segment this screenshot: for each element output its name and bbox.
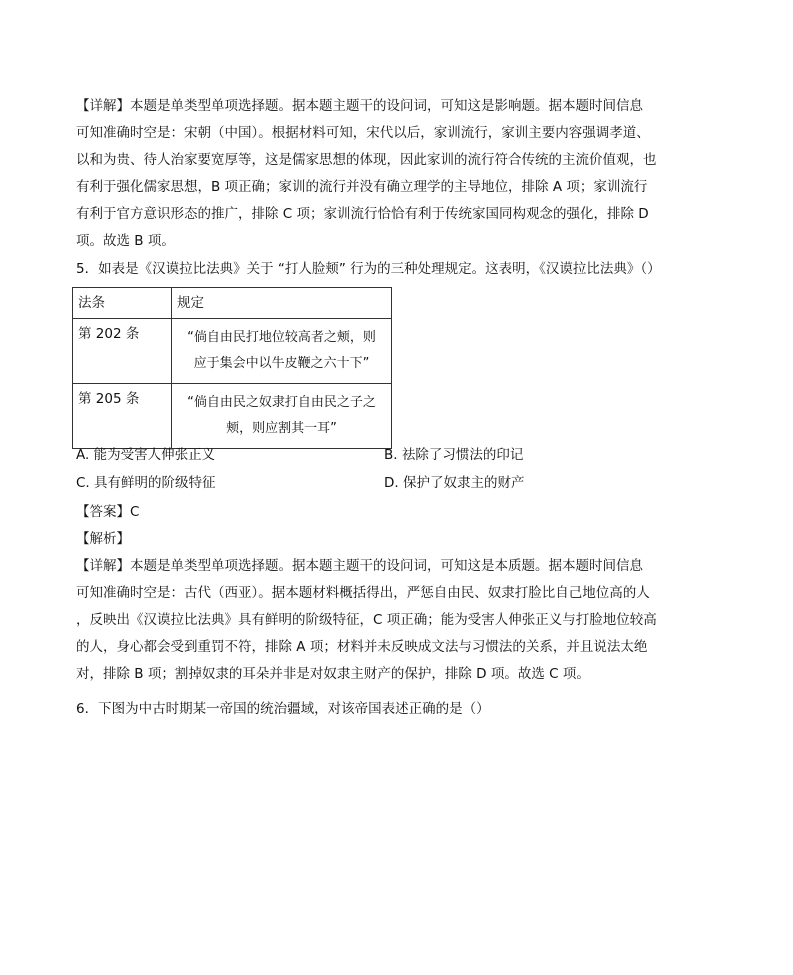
detail1-line-5: 有利于官方意识形态的推广，排除 C 项；家训流行恰恰有利于传统家国同构观念的强化，排除 D — [76, 206, 649, 222]
detail1-line-2: 可知准确时空是：宋朝（中国）。根据材料可知，宋代以后，家训流行，家训主要内容强调孝道、 — [76, 125, 650, 141]
option-b: B. 祛除了习惯法的印记 — [384, 447, 524, 463]
answer-label: 【答案】C — [76, 504, 140, 520]
option-c: C. 具有鲜明的阶级特征 — [76, 475, 216, 491]
header-rule: 规定 — [172, 288, 392, 319]
table-row — [73, 319, 392, 384]
detail1-line-6: 项。故选 B 项。 — [76, 233, 175, 249]
detail2-line-1: 【详解】本题是单类型单项选择题。据本题主题干的设问词，可知这是本质题。据本题时间信息 — [76, 558, 643, 574]
option-a: A. 能为受害人伸张正义 — [76, 447, 216, 463]
detail2-line-2: 可知准确时空是：古代（西亚）。据本题材料概括得出，严惩自由民、奴隶打脸比自己地位高的人 — [76, 585, 650, 601]
rule-line: “倘自由民之奴隶打自由民之子之 — [187, 395, 376, 410]
article-cell: 第 205 条 — [73, 384, 172, 449]
analysis-label: 【解析】 — [76, 531, 130, 547]
rule-line: 颊，则应割其一耳” — [226, 421, 337, 436]
q5-rules-table — [72, 287, 392, 449]
detail2-line-5: 对，排除 B 项；割掉奴隶的耳朵并非是对奴隶主财产的保护，排除 D 项。故选 C 项。 — [76, 666, 590, 682]
rule-cell — [172, 319, 392, 384]
detail2-line-4: 的人，身心都会受到重罚不符，排除 A 项；材料并未反映成文法与习惯法的关系，并且说法太绝 — [76, 639, 648, 655]
rule-cell — [172, 384, 392, 449]
detail2-line-3: ，反映出《汉谟拉比法典》具有鲜明的阶级特征，C 项正确；能为受害人伸张正义与打脸地位较高 — [76, 612, 657, 628]
q6-stem: 6．下图为中古时期某一帝国的统治疆域，对该帝国表述正确的是（） — [76, 701, 490, 717]
detail1-line-1: 【详解】本题是单类型单项选择题。据本题主题干的设问词，可知这是影响题。据本题时间信息 — [76, 98, 643, 114]
detail1-line-3: 以和为贵、待人治家要宽厚等，这是儒家思想的体现，因此家训的流行符合传统的主流价值观，也 — [76, 152, 657, 168]
rule-line: “倘自由民打地位较高者之颊，则 — [187, 330, 376, 345]
table-row — [73, 384, 392, 449]
rule-line: 应于集会中以牛皮鞭之六十下” — [193, 356, 370, 371]
table-header-row — [73, 288, 392, 319]
detail1-line-4: 有利于强化儒家思想，B 项正确；家训的流行并没有确立理学的主导地位，排除 A 项；家训流行 — [76, 179, 648, 195]
article-cell: 第 202 条 — [73, 319, 172, 384]
q5-stem: 5．如表是《汉谟拉比法典》关于 “打人脸颊” 行为的三种处理规定。这表明，《汉谟拉比法典》（） — [76, 261, 661, 277]
option-d: D. 保护了奴隶主的财产 — [384, 475, 525, 491]
header-article: 法条 — [73, 288, 172, 319]
